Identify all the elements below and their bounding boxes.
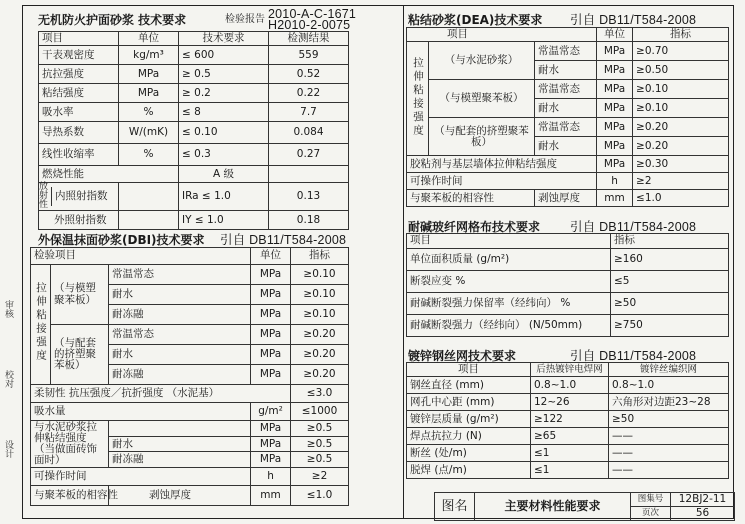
cell: ≤5 bbox=[611, 271, 729, 293]
table-row bbox=[407, 445, 729, 462]
cell: ≥0.10 bbox=[633, 80, 729, 99]
cell: ≤ 600 bbox=[179, 46, 269, 65]
cell: ≥160 bbox=[611, 249, 729, 271]
t5-ref: 引自 DB11/T584-2008 bbox=[570, 349, 697, 363]
cell: 镀锌层质量 (g/m²) bbox=[407, 411, 531, 428]
rad-row-label: 内照射指数 bbox=[51, 187, 108, 206]
table-row bbox=[39, 103, 349, 122]
t1-report-label: 检验报告 bbox=[225, 14, 265, 25]
cell: 常温常态 bbox=[109, 325, 251, 345]
t3-sub3: （与配套的挤塑聚苯板） bbox=[429, 118, 535, 156]
cell: 胶粘剂与基层墙体拉伸粘结强度 bbox=[407, 156, 597, 173]
cell: kg/m³ bbox=[119, 46, 179, 65]
t1-h-req: 技术要求 bbox=[179, 32, 269, 46]
side-label-check: 校对 bbox=[3, 370, 13, 388]
cell: 与聚苯板的相容性 bbox=[407, 190, 535, 207]
cell: 耐水 bbox=[535, 61, 597, 80]
cell: 焊点抗拉力 (N) bbox=[407, 428, 531, 445]
cell: 断丝 (处/m) bbox=[407, 445, 531, 462]
cell: ≥750 bbox=[611, 315, 729, 337]
t5-title: 镀锌钢丝网技术要求 bbox=[408, 349, 517, 363]
cell: IRa ≤ 1.0 bbox=[179, 183, 269, 211]
cell: 剥蚀厚度 bbox=[535, 190, 597, 207]
cell: MPa bbox=[597, 156, 633, 173]
table-row bbox=[39, 65, 349, 84]
cell bbox=[269, 166, 349, 183]
t4-ref: 引自 DB11/T584-2008 bbox=[570, 220, 697, 234]
t4-h-index: 指标 bbox=[611, 234, 729, 249]
table-row bbox=[39, 166, 349, 183]
cell: 与聚苯板的相容性 bbox=[31, 486, 109, 506]
t3-sub2: （与模塑聚苯板） bbox=[429, 80, 535, 118]
cell: 导热系数 bbox=[39, 122, 119, 144]
cell: 燃烧性能 bbox=[39, 166, 179, 183]
t5-header-row bbox=[407, 363, 729, 377]
t1-h-result: 检测结果 bbox=[269, 32, 349, 46]
t2-header-row bbox=[31, 248, 349, 265]
atlas-label: 图集号 bbox=[631, 493, 671, 507]
cell: 可操作时间 bbox=[31, 468, 251, 486]
t2-table bbox=[30, 247, 349, 506]
cell: 柔韧性 抗压强度／抗折强度 （水泥基） bbox=[31, 385, 291, 403]
cell: mm bbox=[597, 190, 633, 207]
t3-group-label: 拉伸粘接强度 bbox=[412, 56, 424, 138]
cell bbox=[119, 211, 179, 230]
title-block bbox=[434, 492, 735, 521]
page-label: 页次 bbox=[631, 507, 671, 521]
cell: MPa bbox=[251, 421, 291, 437]
cell: ≥2 bbox=[633, 173, 729, 190]
cell: MPa bbox=[597, 99, 633, 118]
cell: MPa bbox=[597, 118, 633, 137]
t1-h-item: 项目 bbox=[39, 32, 119, 46]
cell: 可操作时间 bbox=[407, 173, 597, 190]
cell: 0.8~1.0 bbox=[609, 377, 729, 394]
cell: 耐冻融 bbox=[109, 305, 251, 325]
table-row bbox=[39, 122, 349, 144]
table-row bbox=[31, 403, 349, 421]
cell: 网孔中心距 (mm) bbox=[407, 394, 531, 411]
cell: ≥0.10 bbox=[291, 305, 349, 325]
t2-sub2: （与配套的挤塑聚苯板） bbox=[51, 325, 109, 385]
cell: ≤1 bbox=[531, 462, 609, 479]
cell: —— bbox=[609, 428, 729, 445]
cell: 7.7 bbox=[269, 103, 349, 122]
cell: MPa bbox=[251, 265, 291, 285]
t5-h-welded: 后热镀锌电焊网 bbox=[531, 363, 609, 377]
cell: 六角形对边距23~28 bbox=[609, 394, 729, 411]
cell: MPa bbox=[251, 305, 291, 325]
cell: ≥ 0.2 bbox=[179, 84, 269, 103]
cell: 0.13 bbox=[269, 183, 349, 211]
cell: ≥50 bbox=[609, 411, 729, 428]
cell: MPa bbox=[597, 137, 633, 156]
cell: —— bbox=[609, 462, 729, 479]
table-row bbox=[31, 486, 349, 506]
cell: 剥蚀厚度 bbox=[109, 486, 251, 506]
cell: 耐水 bbox=[535, 99, 597, 118]
cell: 耐碱断裂强力（经纬向） (N/50mm) bbox=[407, 315, 611, 337]
t5-h-woven: 镀锌丝编织网 bbox=[609, 363, 729, 377]
table-row bbox=[39, 211, 349, 230]
cell: % bbox=[119, 103, 179, 122]
cell: ≤1.0 bbox=[291, 486, 349, 506]
cell: MPa bbox=[251, 436, 291, 452]
cell: MPa bbox=[597, 61, 633, 80]
cell: MPa bbox=[251, 325, 291, 345]
t2-h-index: 指标 bbox=[291, 248, 349, 265]
cell: g/m² bbox=[251, 403, 291, 421]
t3-sub1: （与水泥砂浆） bbox=[429, 42, 535, 80]
table-row bbox=[407, 293, 729, 315]
t1-report-no1: 2010-A-C-1671 bbox=[268, 7, 357, 21]
cell: MPa bbox=[251, 345, 291, 365]
side-label-design: 设计 bbox=[3, 440, 13, 458]
t4-h-item: 项目 bbox=[407, 234, 611, 249]
cell: h bbox=[597, 173, 633, 190]
page-number: 56 bbox=[671, 507, 735, 521]
figure-name: 主要材料性能要求 bbox=[475, 493, 631, 521]
t1-title: 无机防火护面砂浆 技术要求 bbox=[38, 13, 187, 27]
cell: 0.084 bbox=[269, 122, 349, 144]
cell: 耐水 bbox=[535, 137, 597, 156]
t2-sub1: （与模塑聚苯板） bbox=[51, 265, 109, 325]
cell: 0.8~1.0 bbox=[531, 377, 609, 394]
cell: MPa bbox=[119, 65, 179, 84]
table-row bbox=[39, 84, 349, 103]
t4-title: 耐碱玻纤网格布技术要求 bbox=[408, 220, 541, 234]
cell: 耐冻融 bbox=[109, 365, 251, 385]
cell: MPa bbox=[251, 452, 291, 468]
cell: 干表观密度 bbox=[39, 46, 119, 65]
cell: ≥0.20 bbox=[633, 118, 729, 137]
t2-title: 外保温抹面砂浆(DBI)技术要求 bbox=[38, 233, 205, 247]
table-row bbox=[407, 271, 729, 293]
table-row bbox=[31, 468, 349, 486]
t4-header-row bbox=[407, 234, 729, 249]
t3-h-unit: 单位 bbox=[597, 28, 633, 42]
atlas-number: 12BJ2-11 bbox=[671, 493, 735, 507]
cell: ≥0.70 bbox=[633, 42, 729, 61]
t2-group-label: 拉伸粘接强度 bbox=[35, 282, 47, 364]
cell: 耐冻融 bbox=[109, 452, 251, 468]
cell: 559 bbox=[269, 46, 349, 65]
table-row bbox=[39, 144, 349, 166]
t3-h-item: 项目 bbox=[407, 28, 597, 42]
t1-header-row bbox=[39, 32, 349, 46]
cell: 抗拉强度 bbox=[39, 65, 119, 84]
cell: 耐水 bbox=[109, 436, 251, 452]
cell: ≤ 0.3 bbox=[179, 144, 269, 166]
table-row bbox=[407, 428, 729, 445]
cell: ≥122 bbox=[531, 411, 609, 428]
cell: ≥0.10 bbox=[633, 99, 729, 118]
cell: IY ≤ 1.0 bbox=[179, 211, 269, 230]
cell: 耐水 bbox=[109, 285, 251, 305]
cell: 吸水量 bbox=[31, 403, 251, 421]
table-row bbox=[407, 173, 729, 190]
cell: ≥0.50 bbox=[633, 61, 729, 80]
rad-label: 放射性 bbox=[39, 182, 49, 211]
t1-report-no2: H2010-2-0075 bbox=[268, 18, 351, 32]
cell bbox=[39, 183, 119, 211]
figure-label: 图名 bbox=[435, 493, 475, 521]
cell: mm bbox=[251, 486, 291, 506]
t1-h-unit: 单位 bbox=[119, 32, 179, 46]
table-row bbox=[407, 377, 729, 394]
table-row bbox=[31, 385, 349, 403]
cell: 12~26 bbox=[531, 394, 609, 411]
t5-h-item: 项目 bbox=[407, 363, 531, 377]
cell: ≥0.10 bbox=[291, 265, 349, 285]
cell: % bbox=[119, 144, 179, 166]
table-row bbox=[407, 156, 729, 173]
cell: 0.22 bbox=[269, 84, 349, 103]
t3-ref: 引自 DB11/T584-2008 bbox=[570, 13, 697, 27]
t2-h-unit: 单位 bbox=[251, 248, 291, 265]
cell: A 级 bbox=[179, 166, 269, 183]
t3-title: 粘结砂浆(DEA)技术要求 bbox=[408, 13, 543, 27]
cell: ≥2 bbox=[291, 468, 349, 486]
table-row bbox=[407, 249, 729, 271]
table-row bbox=[39, 183, 349, 211]
cell: 0.52 bbox=[269, 65, 349, 84]
cell: h bbox=[251, 468, 291, 486]
cell: ≥0.30 bbox=[633, 156, 729, 173]
cell: 粘结强度 bbox=[39, 84, 119, 103]
cell: ≥0.5 bbox=[291, 436, 349, 452]
cell: ≥0.20 bbox=[291, 365, 349, 385]
cell bbox=[119, 183, 179, 211]
cell: W/(mK) bbox=[119, 122, 179, 144]
cell: ≥0.5 bbox=[291, 452, 349, 468]
t2-h-item: 检验项目 bbox=[31, 248, 251, 265]
cell: 单位面积质量 (g/m²) bbox=[407, 249, 611, 271]
cell: 常温常态 bbox=[535, 118, 597, 137]
cell: 耐碱断裂强力保留率（经纬向） % bbox=[407, 293, 611, 315]
cell: ≤1.0 bbox=[633, 190, 729, 207]
t4-table bbox=[406, 233, 729, 337]
t3-header-row bbox=[407, 28, 729, 42]
cell: 吸水率 bbox=[39, 103, 119, 122]
table-row bbox=[39, 46, 349, 65]
table-row bbox=[407, 394, 729, 411]
cell: 线性收缩率 bbox=[39, 144, 119, 166]
cell: ≤ 8 bbox=[179, 103, 269, 122]
cell: 0.18 bbox=[269, 211, 349, 230]
t2-tile-label: 与水泥砂浆拉伸粘结强度（当做面砖饰面时） bbox=[31, 421, 109, 468]
t5-table bbox=[406, 362, 729, 479]
column-divider bbox=[403, 5, 404, 519]
cell: 断裂应变 % bbox=[407, 271, 611, 293]
table-row bbox=[407, 462, 729, 479]
table-row bbox=[407, 190, 729, 207]
cell: 0.27 bbox=[269, 144, 349, 166]
t2-ref: 引自 DB11/T584-2008 bbox=[220, 233, 347, 247]
cell: 常温常态 bbox=[109, 265, 251, 285]
cell: 钢丝直径 (mm) bbox=[407, 377, 531, 394]
cell: MPa bbox=[119, 84, 179, 103]
cell bbox=[109, 421, 251, 437]
cell: ≥0.20 bbox=[633, 137, 729, 156]
cell: ≥0.20 bbox=[291, 325, 349, 345]
cell: ≥0.20 bbox=[291, 345, 349, 365]
table-row bbox=[407, 315, 729, 337]
cell: 常温常态 bbox=[535, 80, 597, 99]
cell: ≤3.0 bbox=[291, 385, 349, 403]
cell: ≤ 0.10 bbox=[179, 122, 269, 144]
t3-table bbox=[406, 27, 729, 207]
cell: ≥50 bbox=[611, 293, 729, 315]
t1-table bbox=[38, 31, 349, 230]
cell: MPa bbox=[597, 80, 633, 99]
cell: ≥65 bbox=[531, 428, 609, 445]
cell: MPa bbox=[251, 365, 291, 385]
t3-h-index: 指标 bbox=[633, 28, 729, 42]
cell: 常温常态 bbox=[535, 42, 597, 61]
cell: 脱焊 (点/m) bbox=[407, 462, 531, 479]
side-signature-strip bbox=[0, 0, 18, 524]
cell: MPa bbox=[597, 42, 633, 61]
cell: ≥0.10 bbox=[291, 285, 349, 305]
cell: ≥0.5 bbox=[291, 421, 349, 437]
table-row bbox=[407, 411, 729, 428]
cell: 外照射指数 bbox=[39, 211, 119, 230]
cell: —— bbox=[609, 445, 729, 462]
cell: MPa bbox=[251, 285, 291, 305]
cell: ≤1000 bbox=[291, 403, 349, 421]
cell: ≤1 bbox=[531, 445, 609, 462]
cell: ≥ 0.5 bbox=[179, 65, 269, 84]
cell: 耐水 bbox=[109, 345, 251, 365]
side-label-review: 审核 bbox=[3, 300, 13, 318]
